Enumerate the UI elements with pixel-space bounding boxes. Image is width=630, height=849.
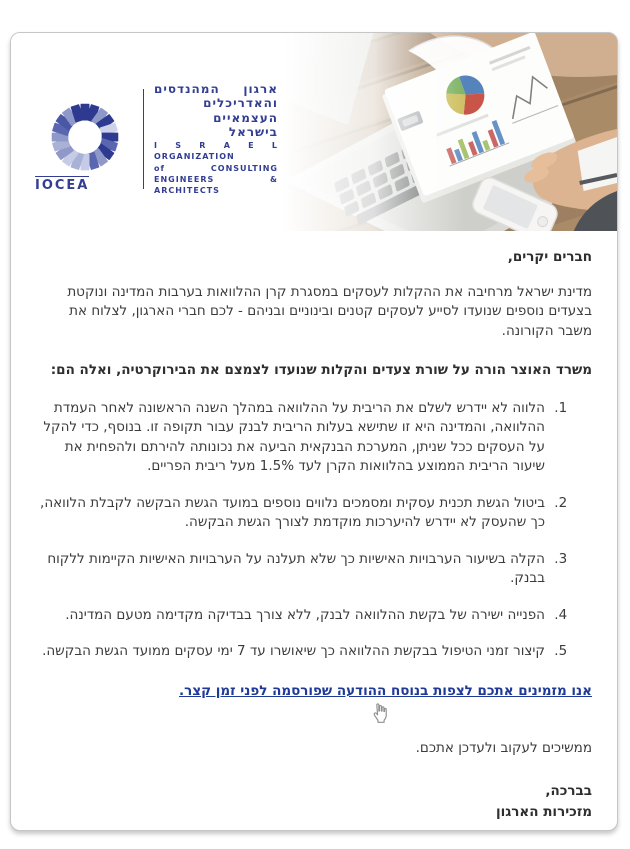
list-item: 3. הקלה בשיעור הערבויות האישיות כך שלא תעלנה על הערבויות האישיות הקיימות ללקוח בבנק. xyxy=(36,550,550,589)
logo-text xyxy=(154,82,278,197)
signature: מזכירות הארגון xyxy=(495,804,592,820)
signoff: בברכה, xyxy=(545,782,592,799)
logo-separator xyxy=(143,89,144,189)
hand-cursor-icon xyxy=(368,701,391,732)
intro-paragraph: מדינת ישראל מרחיבה את ההקלות לעסקים במסגרת קרן ההלוואות בערבות המדינה ונוקטת בצעדים נוספים שנועדו לסייע לעסקים קטנים ובינוניים ובניהם - לכם חברי הארגון, לצלוח את משבר הקורונה. xyxy=(67,283,592,339)
email-header xyxy=(11,33,617,231)
list-item: 1. הלווה לא יידרש לשלם את הריבית על ההלוואה במהלך השנה הראשונה לאחר העמדת ההלוואה, והמדינה היא זו שתישא בעלות הריבית לבנק עבור תקופה זו. בנוסף, כדי להקל על העסקים ככל שניתן, המערכת הבנקאית הביעה את נכונותה להירתם ולהפחית את שיעור הריבית הממוצע בהלוואות הקרן לעד 1.5% מעל ריבית הפריים. xyxy=(36,399,550,477)
iocea-logo xyxy=(11,33,283,231)
greeting: חברים יקרים, xyxy=(507,249,592,265)
announcement-link-row xyxy=(36,682,592,702)
email-body xyxy=(11,231,617,823)
logo-english-line: ENGINEERS & ARCHITECTS xyxy=(154,175,278,195)
cursor-row xyxy=(36,701,592,727)
announcement-link[interactable]: אנו מזמינים אתכם לצפות בנוסח ההודעה שפורסמה לפני זמן קצר. xyxy=(179,682,592,699)
list-heading: משרד האוצר הורה על שורת צעדים והקלות שנועדו לצמצם את הבירוקרטיה, ואלה הם: xyxy=(50,362,592,378)
list-item: 5. קיצור זמני הטיפול בבקשת ההלוואה כך שיאושרו עד 7 ימי עסקים ממועד הגשת הבקשה. xyxy=(36,642,550,662)
logo-hebrew-line: העצמאיים xyxy=(213,110,278,125)
followup-line: ממשיכים לעקוב ולעדכן אתכם. xyxy=(415,740,592,756)
logo-hebrew-line: והאדריכלים xyxy=(203,96,278,111)
logo-hebrew-line: בישראל xyxy=(228,125,278,140)
list-item: 2. ביטול הגשת תכנית עסקית ומסמכים נלווים נוספים במועד הגשת הבקשה לקבלת הלוואה, כך שהעסק לא יידרש להיערכות מוקדמת לצורך הגשת הבקשה. xyxy=(36,494,550,533)
logo-english-line: ORGANIZATION xyxy=(154,152,235,162)
logo-ring-icon xyxy=(37,79,133,199)
logo-hebrew-line: ארגון המהנדסים xyxy=(154,81,278,96)
list-item: 4. הפנייה ישירה של בקשת ההלוואה לבנק, ללא צורך בבדיקה מקדימה מטעם המדינה. xyxy=(36,606,550,626)
email-card xyxy=(10,32,618,831)
logo-english-line: I S R A E L xyxy=(154,140,278,150)
header-photo xyxy=(283,33,617,231)
logo-english-line: of CONSULTING xyxy=(154,163,278,173)
measures-list xyxy=(36,399,592,662)
logo-acronym: IOCEA xyxy=(35,178,90,193)
